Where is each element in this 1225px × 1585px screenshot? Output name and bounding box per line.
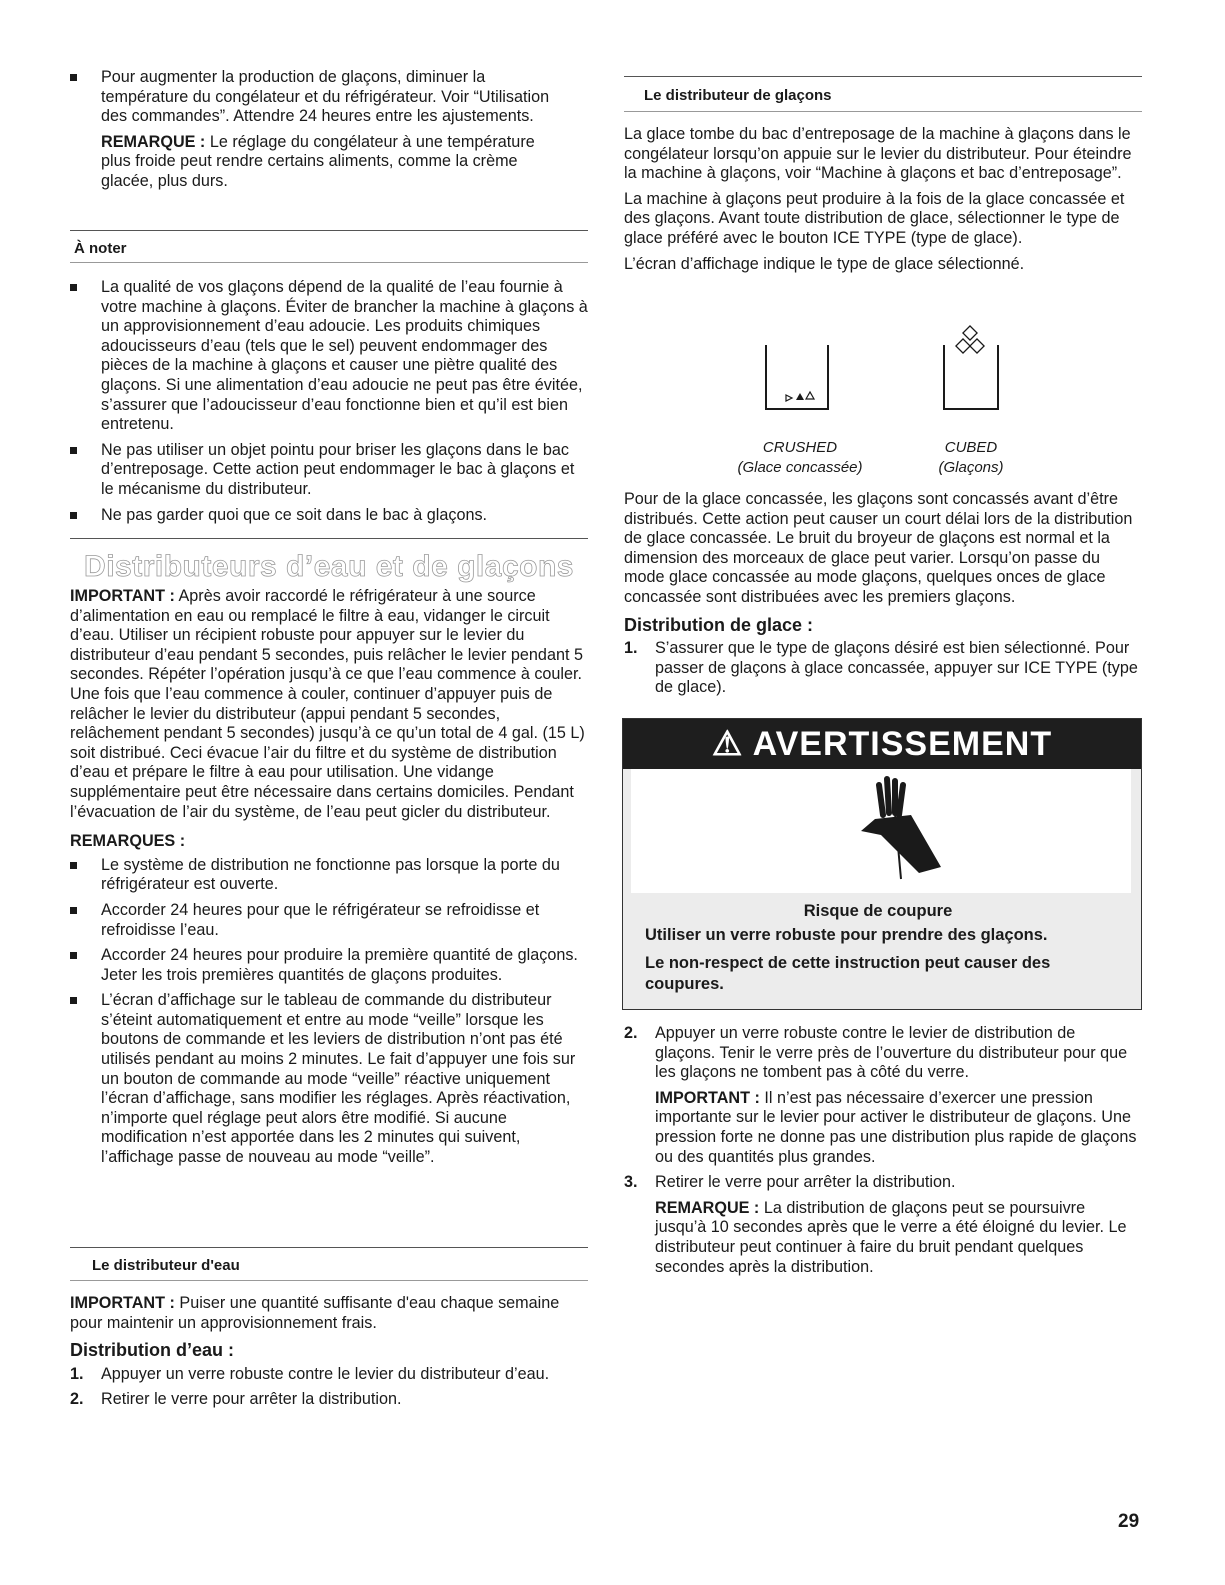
step-number: 1. xyxy=(624,639,638,658)
step-number: 2. xyxy=(70,1390,84,1409)
important-text: Après avoir raccordé le réfrigérateur à une source d’alimentation en eau ou remplacé le filtre à eau, vidanger le circuit d’eau. Utiliser un récipient robuste pour appuyer sur le levier du distributeur d’eau pendant 5 secondes, puis relâcher le levier pendant 5 secondes. Répéter l’opération jusqu’à ce que l’eau commence à couler. Une fois que l’eau commence à couler, continuer d’appuyer puis de relâcher le levier du distributeur (appui pendant 5 secondes, relâchement pendant 5 secondes) jusqu’à ce qu’un total de 4 gal. (15 L) soit distribué. Ceci évacue l’air du filtre et du système de distribution d’eau et prépare le filtre à eau pour utilisation. Une vidange supplémentaire peut être nécessaire dans certains domiciles. Pendant l’évacuation de l’air du système, de l’eau peut gicler du distributeur. xyxy=(70,587,585,821)
warning-line2: Le non-respect de cette instruction peut causer des coupures. xyxy=(645,954,1051,993)
page-number: 29 xyxy=(1118,1511,1140,1532)
warning-line1: Utiliser un verre robuste pour prendre des glaçons. xyxy=(645,926,1048,944)
cubed-sublabel: (Glaçons) xyxy=(938,458,1004,476)
divider xyxy=(70,230,588,231)
warning-title: AVERTISSEMENT xyxy=(752,725,1053,763)
ice-intro xyxy=(624,125,1136,274)
step-text: Retirer le verre pour arrêter la distribution. xyxy=(655,1173,956,1192)
remarques-heading: REMARQUES : xyxy=(70,832,186,851)
warning-triangle-icon: ⚠ xyxy=(711,725,744,763)
a-noter-list xyxy=(70,278,588,531)
warning-risk: Risque de coupure xyxy=(803,902,953,920)
list-item: Ne pas utiliser un objet pointu pour briser les glaçons dans le bac d’entreposage. Cette action peut endommager le bac à glaçons et le mécanisme du distributeur. xyxy=(70,441,588,500)
remarque-text: Le réglage du congélateur à une température plus froide peut rendre certains aliments, comme la crème glacée, plus durs. xyxy=(101,132,535,190)
important-note xyxy=(655,1089,1138,1167)
divider xyxy=(624,111,1142,112)
list-item xyxy=(70,1390,586,1410)
list-item: Accorder 24 heures pour produire la première quantité de glaçons. Jeter les trois premières quantités de glaçons produites. xyxy=(70,946,586,985)
paragraph: Pour de la glace concassée, les glaçons sont concassés avant d’être distribués. Cette action peut causer un court délai lors de la distribution de glace concassée. Le bruit du broyeur de glaçons est normal et la dimension des morceaux de glace peut varier. Lorsqu’on passe du mode glace concassée au mode glaçons, quelques onces de glace concassée sont distribuées avec les premiers glaçons. xyxy=(624,490,1133,606)
crushed-ice-icon xyxy=(760,325,840,415)
paragraph: L’écran d’affichage indique le type de glace sélectionné. xyxy=(624,254,1025,273)
warning-banner xyxy=(623,719,1141,769)
cubed-caption xyxy=(886,438,1056,477)
list-item: L’écran d’affichage sur le tableau de commande du distributeur s’éteint automatiquement et entre au mode “veille” lorsque les boutons de commande et les leviers de distribution n’ont pas été utilisés pendant au moins 2 minutes. Le fait d’appuyer une fois sur un bouton de commande au mode “veille” réactive uniquement l’écran d’affichage, sans modifier les réglages. Après réactivation, n’importe quel réglage peut alors être modifié. Si aucune modification n’est apportée dans les 2 minutes qui suivent, l’affichage passe de nouveau au mode “veille”. xyxy=(70,991,586,1167)
cubed-label: CUBED xyxy=(944,439,998,456)
crushed-caption xyxy=(715,438,885,477)
list-item xyxy=(624,639,1138,698)
divider xyxy=(70,538,588,539)
ice-dispenser-heading: Le distributeur de glaçons xyxy=(644,87,832,104)
list-item: La qualité de vos glaçons dépend de la qualité de l’eau fournie à votre machine à glaçons. Éviter de brancher la machine à glaçons à un approvisionnement d’eau adoucie. Les produits chimiques adoucisseurs d’eau (tels que le sel) peuvent endommager des pièces de la machine à glaçons et causer une piètre qualité des glaçons. Si une alimentation d’eau adoucie ne peut pas être évitée, s’assurer que l’adoucisseur d’eau fonctionne bien et qu’il est bien entretenu. xyxy=(70,278,588,435)
distribution-glace-heading: Distribution de glace : xyxy=(624,614,814,635)
a-noter-heading: À noter xyxy=(74,240,127,257)
step-text: Appuyer un verre robuste contre le levier de distribution de glaçons. Tenir le verre près de l’ouverture du distributeur pour que les glaçons ne tombent pas à côté du verre. xyxy=(655,1024,1128,1082)
distribution-eau-heading: Distribution d’eau : xyxy=(70,1340,234,1361)
remarque-text: La distribution de glaçons peut se poursuivre jusqu’à 10 secondes après que le verre a été éloigné du levier. Le distributeur peut continuer à faire du bruit pendant quelques secondes après la distribution. xyxy=(655,1198,1127,1276)
remarque-note xyxy=(70,133,560,192)
list-item xyxy=(624,1173,1138,1277)
step-number: 2. xyxy=(624,1024,638,1042)
water-section xyxy=(70,587,586,1174)
important-note xyxy=(70,1294,586,1333)
important-label: IMPORTANT : xyxy=(655,1088,760,1107)
paragraph: La glace tombe du bac d’entreposage de la machine à glaçons dans le congélateur lorsqu’on appuie sur le levier du distributeur. Pour éteindre la machine à glaçons, voir “Machine à glaçons et bac d’entreposage”. xyxy=(624,125,1132,183)
warning-graphic-panel xyxy=(631,769,1131,893)
important-text: Puiser une quantité suffisante d'eau chaque semaine pour maintenir un approvisionnement frais. xyxy=(70,1294,560,1332)
list-item: Le système de distribution ne fonctionne pas lorsque la porte du réfrigérateur est ouverte. xyxy=(70,856,586,895)
intro-block xyxy=(70,68,560,192)
list-item xyxy=(70,1365,586,1385)
step-text: S’assurer que le type de glaçons désiré est bien sélectionné. Pour passer de glaçons à glace concassée, appuyer sur ICE TYPE (type de glace). xyxy=(655,639,1138,697)
water-dispenser-section xyxy=(70,1294,586,1416)
step-text: Appuyer un verre robuste contre le levier du distributeur d’eau. xyxy=(101,1364,550,1383)
crushed-sublabel: (Glace concassée) xyxy=(737,458,863,476)
crushed-explanation xyxy=(624,490,1138,704)
section-title: Distributeurs d’eau et de glaçons xyxy=(84,550,574,583)
warning-box xyxy=(622,718,1142,1010)
cubed-ice-icon xyxy=(936,325,1016,415)
important-note xyxy=(70,587,586,822)
list-item xyxy=(624,1024,1138,1167)
divider xyxy=(624,76,1142,77)
list-item: Ne pas garder quoi que ce soit dans le bac à glaçons. xyxy=(70,506,588,526)
remarque-label: REMARQUE : xyxy=(101,132,206,151)
divider xyxy=(70,1247,588,1248)
important-label: IMPORTANT : xyxy=(70,587,175,605)
remarque-note xyxy=(655,1199,1138,1277)
remarque-label: REMARQUE : xyxy=(655,1198,760,1217)
hand-cut-icon xyxy=(841,775,951,885)
important-text: Il n’est pas nécessaire d’exercer une pression importante sur le levier pour activer le distributeur de glaçons. Une pression forte ne donne pas une distribution plus rapide de glaçons ou des quantités plus grandes. xyxy=(655,1088,1137,1166)
divider xyxy=(70,1280,588,1281)
list-item: Accorder 24 heures pour que le réfrigérateur se refroidisse et refroidisse l’eau. xyxy=(70,901,586,940)
step-number: 1. xyxy=(70,1364,84,1383)
important-label: IMPORTANT : xyxy=(70,1294,175,1312)
divider xyxy=(70,262,588,263)
water-dispenser-heading: Le distributeur d'eau xyxy=(92,1257,240,1274)
crushed-label: CRUSHED xyxy=(762,439,838,456)
ice-steps xyxy=(624,1024,1138,1283)
step-text: Retirer le verre pour arrêter la distribution. xyxy=(101,1390,402,1409)
list-item: Pour augmenter la production de glaçons, diminuer la température du congélateur et du réfrigérateur. Voir “Utilisation des commandes”. Attendre 24 heures entre les ajustements. xyxy=(70,68,560,127)
paragraph: La machine à glaçons peut produire à la fois de la glace concassée et des glaçons. Avant toute distribution de glace, sélectionner le type de glace préféré avec le bouton ICE TYPE (type de glace). xyxy=(624,189,1125,247)
step-number: 3. xyxy=(624,1173,638,1192)
